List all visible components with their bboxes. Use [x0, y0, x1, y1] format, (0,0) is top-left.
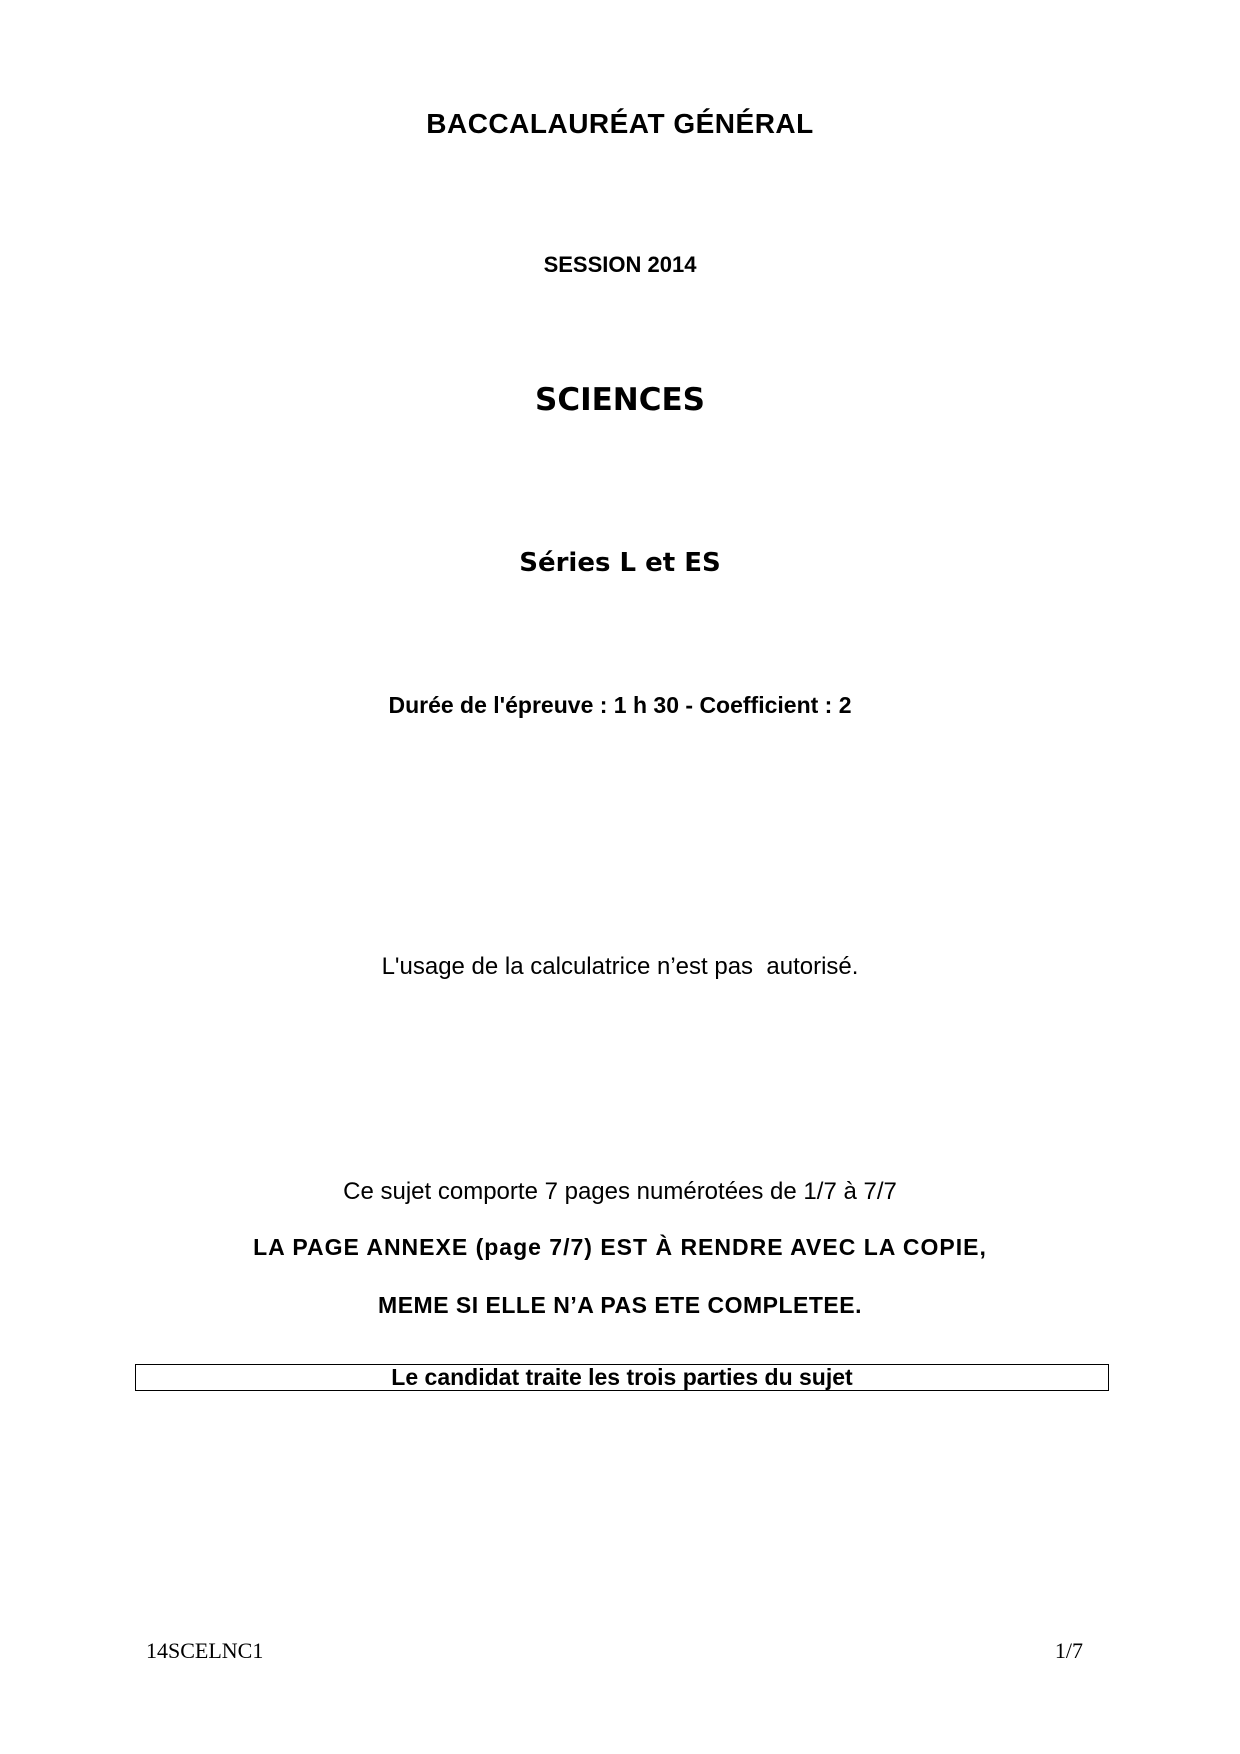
series-label: Séries L et ES	[519, 548, 721, 578]
boxed-instruction: Le candidat traite les trois parties du sujet	[135, 1364, 1109, 1391]
subject-title: SCIENCES	[535, 382, 705, 418]
exam-title: BACCALAURÉAT GÉNÉRAL	[426, 108, 814, 139]
calculator-notice: L'usage de la calculatrice n’est pas autorisé.	[381, 953, 859, 980]
page-count-notice: Ce sujet comporte 7 pages numérotées de 1/7 à 7/7	[343, 1178, 897, 1205]
page-number: 1/7	[1054, 1638, 1083, 1663]
annex-notice-line-1: LA PAGE ANNEXE (page 7/7) EST À RENDRE AVEC LA COPIE,	[253, 1234, 987, 1260]
document-code: 14SCELNC1	[146, 1638, 264, 1663]
session-label: SESSION 2014	[543, 252, 697, 277]
duration-coefficient: Durée de l'épreuve : 1 h 30 - Coefficient : 2	[388, 692, 852, 718]
annex-notice-line-2: MEME SI ELLE N’A PAS ETE COMPLETEE.	[378, 1292, 862, 1318]
